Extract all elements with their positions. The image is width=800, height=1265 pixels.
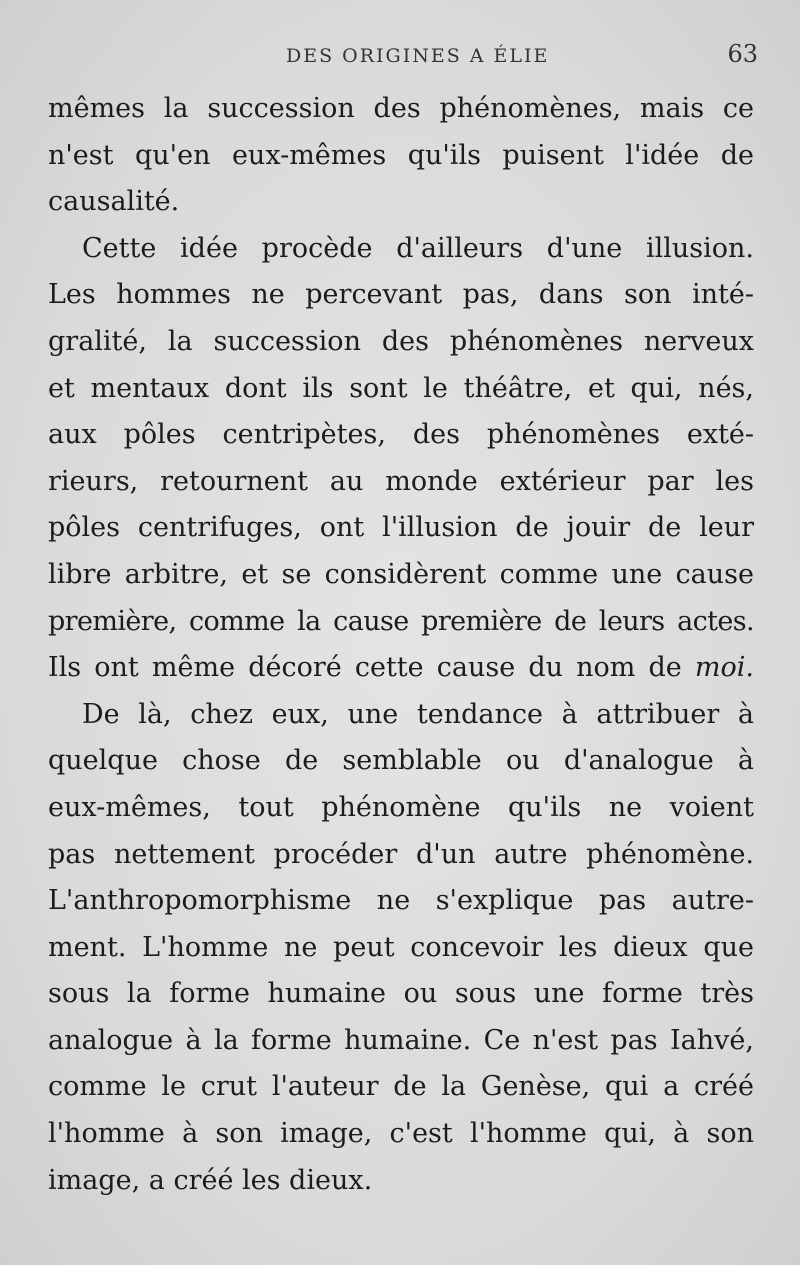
text-line: sous la forme humaine ou sous une forme très [48, 978, 754, 1010]
text-line: pôles centrifuges, ont l'illusion de jouir de leur [48, 512, 754, 544]
text-line: et mentaux dont ils sont le théâtre, et qui, nés, [48, 372, 754, 404]
text-line: analogue à la forme humaine. Ce n'est pas Iahvé, [48, 1024, 754, 1056]
text-line: quelque chose de semblable ou d'analogue à [48, 745, 754, 777]
running-title: DES ORIGINES A ÉLIE [286, 45, 550, 67]
text-line: l'homme à son image, c'est l'homme qui, à son [48, 1118, 754, 1150]
text-line: rieurs, retournent au monde extérieur par les [48, 465, 754, 497]
running-head [48, 40, 758, 80]
text-line: première, comme la cause première de leurs actes. [48, 605, 754, 637]
body-text [48, 86, 754, 1204]
text-line: Cette idée procède d'ailleurs d'une illusion. [82, 232, 754, 264]
text-line: L'anthropomorphisme ne s'explique pas autre- [48, 885, 754, 917]
paragraph-1 [48, 86, 754, 226]
text-line-start: Ils ont même décoré cette cause du nom de [48, 652, 682, 684]
text-line: libre arbitre, et se considèrent comme une cause [48, 558, 754, 590]
text-line: Les hommes ne percevant pas, dans son inté- [48, 279, 754, 311]
paragraph-3 [48, 692, 754, 1205]
text-line: mêmes la succession des phénomènes, mais ce [48, 93, 754, 124]
text-line: n'est qu'en eux-mêmes qu'ils puisent l'idée de [48, 139, 754, 171]
text-line: comme le crut l'auteur de la Genèse, qui a créé [48, 1071, 754, 1103]
text-line: pas nettement procéder d'un autre phénomène. [48, 838, 754, 870]
page-number: 63 [727, 40, 758, 68]
text-line: gralité, la succession des phénomènes nerveux [48, 325, 754, 357]
text-line: ment. L'homme ne peut concevoir les dieux que [48, 931, 754, 963]
italic-word: moi. [694, 652, 754, 684]
text-line: causalité. [48, 186, 180, 218]
text-line: De là, chez eux, une tendance à attribuer à [82, 698, 754, 730]
text-line: aux pôles centripètes, des phénomènes exté- [48, 419, 754, 451]
text-line: eux-mêmes, tout phénomène qu'ils ne voient [48, 791, 754, 823]
text-line: image, a créé les dieux. [48, 1164, 373, 1196]
paragraph-2 [48, 226, 754, 692]
text-line-with-italic [48, 645, 754, 692]
